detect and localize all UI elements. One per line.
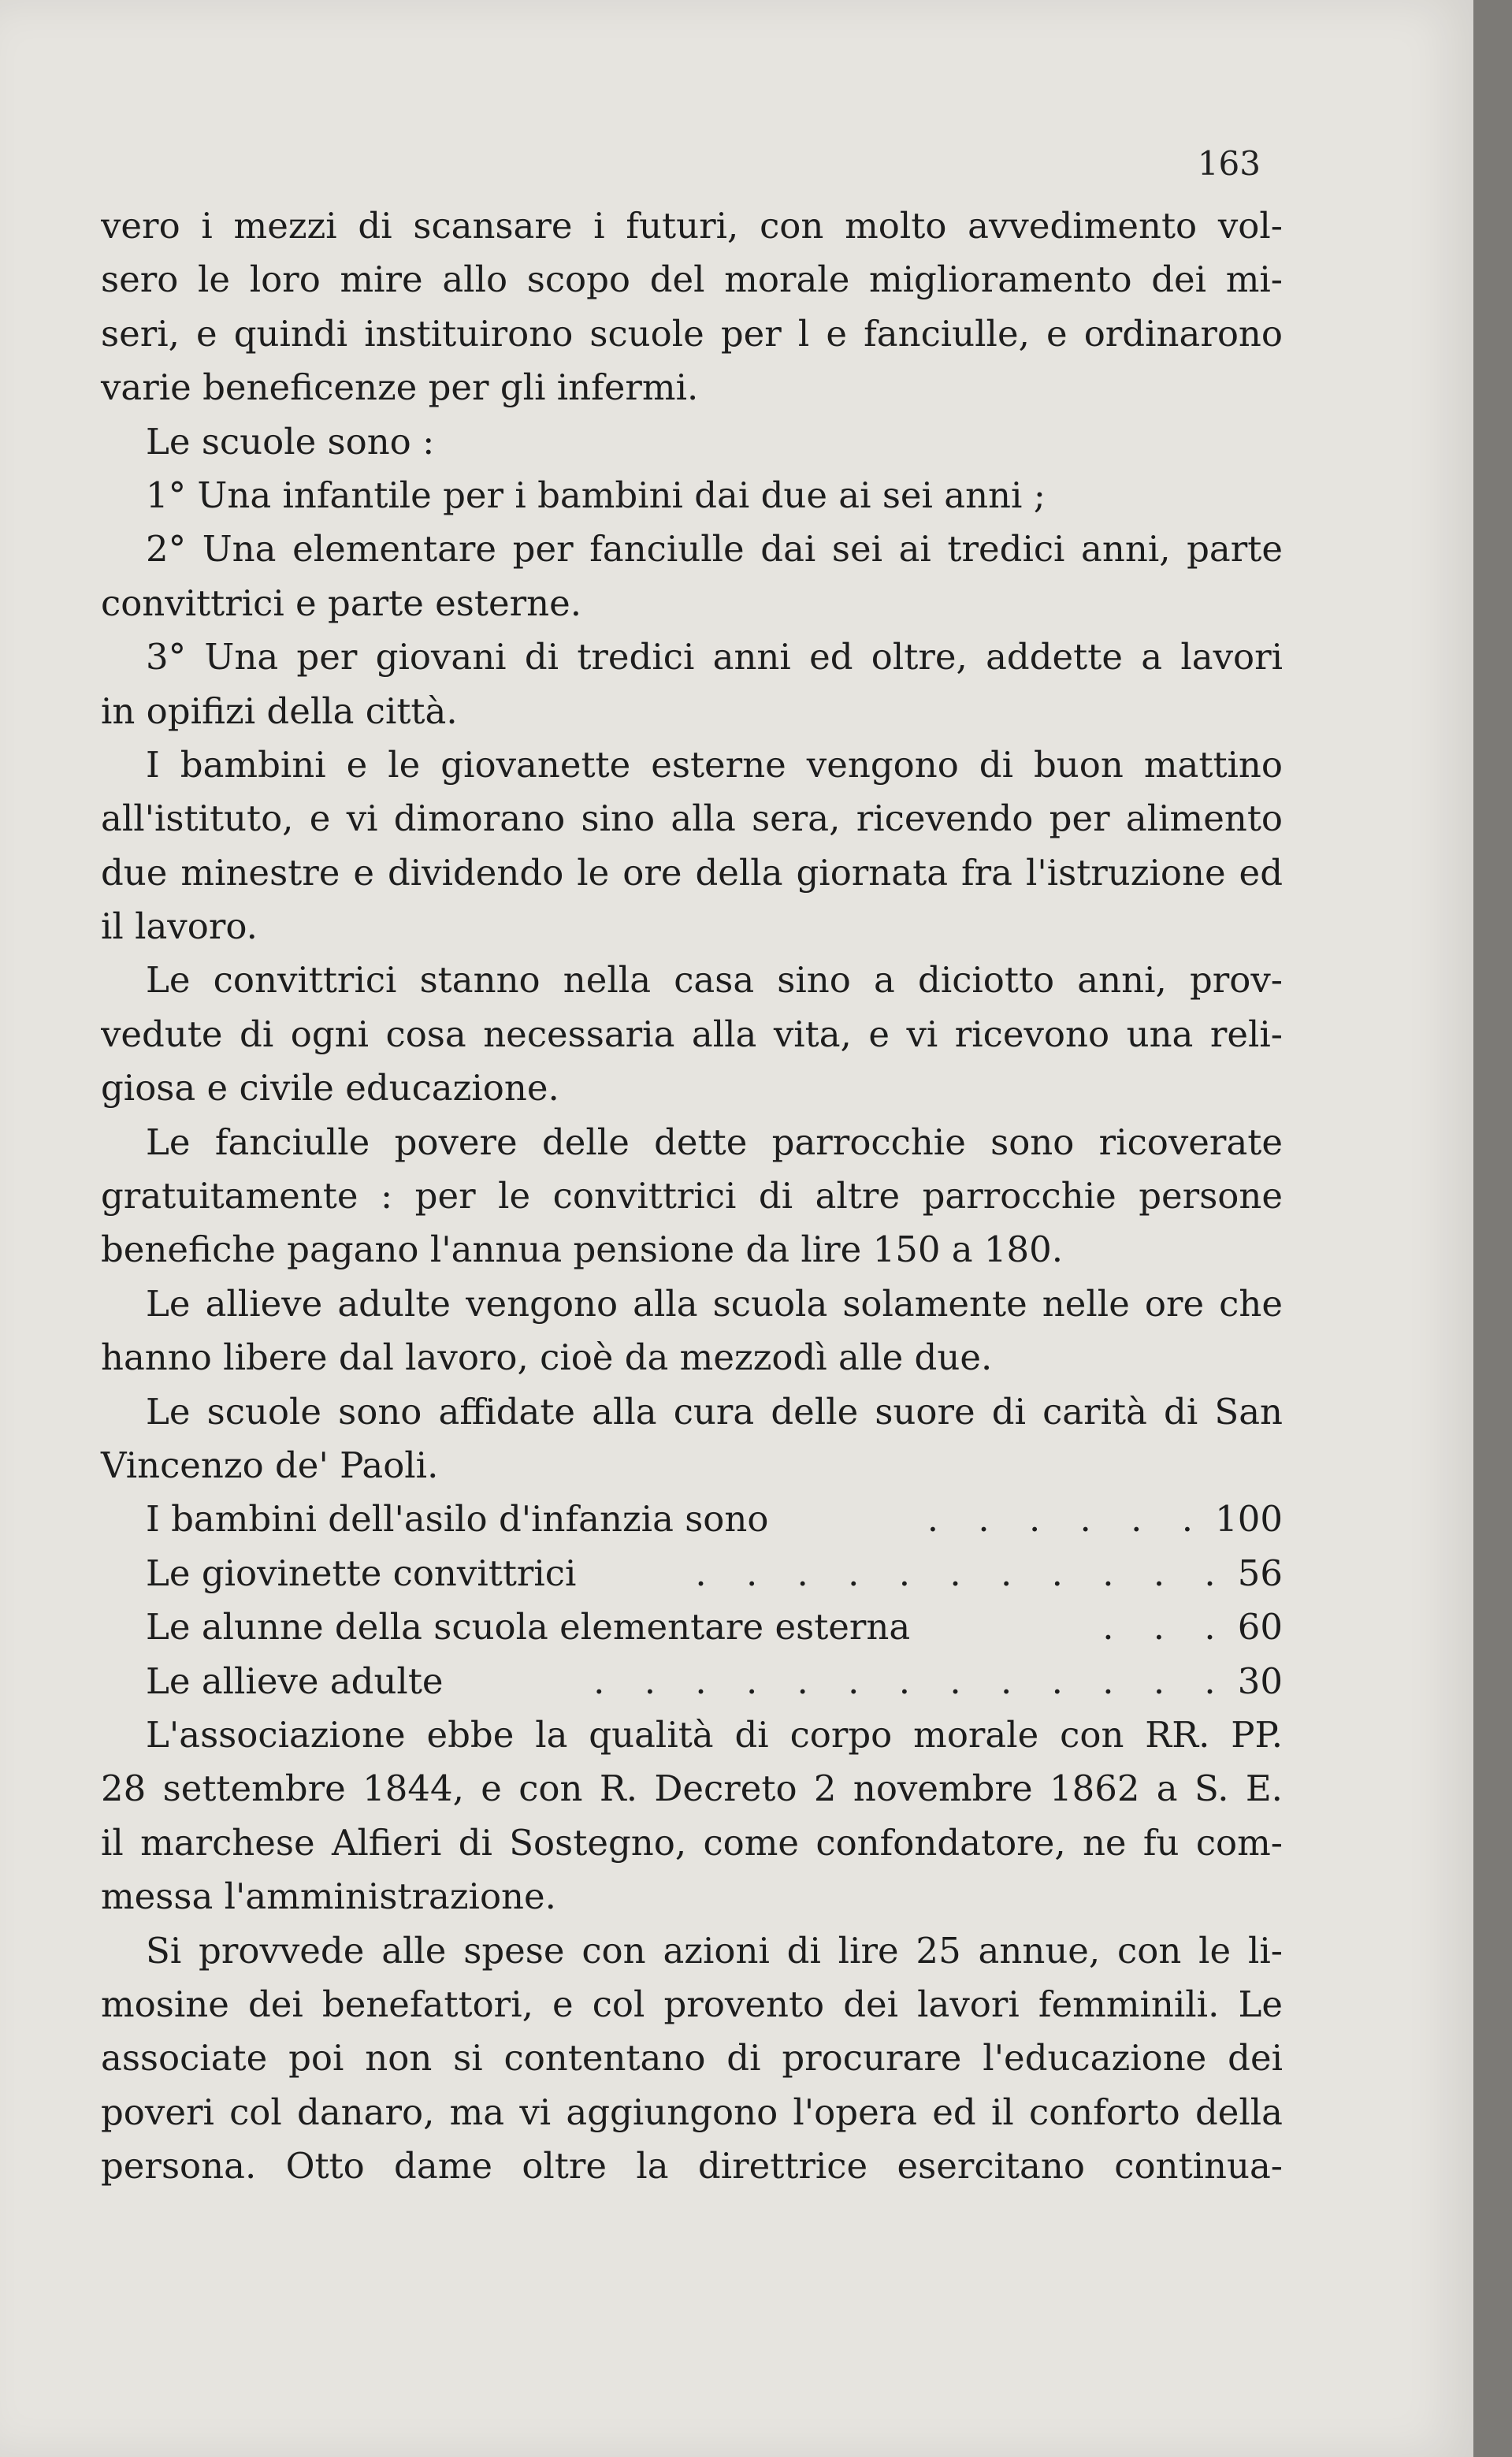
count-label: I bambini dell'asilo d'infanzia sono: [146, 1498, 769, 1541]
text-line: il lavoro.: [101, 905, 258, 948]
count-row: [101, 1547, 1283, 1600]
text-line: Le fanciulle povere delle dette parrocchie sono ricoverate: [146, 1121, 1283, 1163]
text-line: 1° Una infantile per i bambini dai due ai sei anni ;: [146, 474, 1046, 516]
count-label: Le alunne della scuola elementare esterna: [146, 1606, 911, 1649]
text-line: messa l'amministrazione.: [101, 1875, 556, 1918]
text-line: mosine dei benefattori, e col provento dei lavori femminili. Le: [101, 1983, 1283, 2025]
text-line: in opifizi della città.: [101, 690, 458, 732]
text-line: Le convittrici stanno nella casa sino a diciotto anni, prov-: [146, 959, 1283, 1002]
text-line: benefiche pagano l'annua pensione da lire 150 a 180.: [101, 1228, 1064, 1271]
page-number: 163: [1197, 144, 1261, 183]
count-value: 60: [1237, 1606, 1283, 1649]
dot-leader: . . .: [1102, 1606, 1230, 1649]
text-line: Vincenzo de' Paoli.: [101, 1444, 439, 1486]
text-line: sero le loro mire allo scopo del morale miglioramento dei mi-: [101, 258, 1283, 301]
count-row: [101, 1600, 1283, 1654]
text-line: il marchese Alfieri di Sostegno, come confondatore, ne fu com-: [101, 1821, 1283, 1864]
count-value: 100: [1215, 1498, 1283, 1541]
count-row: [101, 1655, 1283, 1708]
dot-leader: . . . . . . . . . . . . .: [593, 1660, 1230, 1702]
text-line: 2° Una elementare per fanciulle dai sei ai tredici anni, parte: [146, 528, 1283, 571]
text-line: due minestre e dividendo le ore della giornata fra l'istruzione ed: [101, 851, 1283, 894]
text-line: gratuitamente : per le convittrici di altre parrocchie persone: [101, 1175, 1283, 1217]
text-line: giosa e civile educazione.: [101, 1067, 559, 1110]
text-line: Le scuole sono affidate alla cura delle suore di carità di San: [146, 1390, 1283, 1433]
text-line: varie beneficenze per gli infermi.: [101, 366, 699, 409]
body-text: [101, 199, 1283, 2193]
text-line: vedute di ogni cosa necessaria alla vita, e vi ricevono una reli-: [101, 1013, 1283, 1055]
text-line: Le allieve adulte vengono alla scuola solamente nelle ore che: [146, 1282, 1283, 1325]
text-line: L'associazione ebbe la qualità di corpo morale con RR. PP.: [146, 1713, 1283, 1756]
text-line: 28 settembre 1844, e con R. Decreto 2 novembre 1862 a S. E.: [101, 1767, 1283, 1810]
text-line: all'istituto, e vi dimorano sino alla sera, ricevendo per alimento: [101, 797, 1283, 840]
text-line: vero i mezzi di scansare i futuri, con molto avvedimento vol-: [101, 205, 1283, 247]
text-line: I bambini e le giovanette esterne vengono di buon mattino: [146, 743, 1283, 786]
dot-leader: . . . . . .: [927, 1498, 1208, 1541]
text-line: 3° Una per giovani di tredici anni ed oltre, addette a lavori: [146, 636, 1283, 678]
dot-leader: . . . . . . . . . . .: [695, 1552, 1230, 1594]
page-edge-shadow: [1473, 0, 1512, 2457]
text-line: hanno libere dal lavoro, cioè da mezzodì alle due.: [101, 1336, 993, 1379]
text-line: Le scuole sono :: [146, 420, 435, 463]
text-line: seri, e quindi instituirono scuole per l e fanciulle, e ordinarono: [101, 312, 1283, 355]
text-line: associate poi non si contentano di procurare l'educazione dei: [101, 2037, 1283, 2080]
text-line: poveri col danaro, ma vi aggiungono l'opera ed il conforto della: [101, 2091, 1283, 2133]
count-value: 56: [1237, 1552, 1283, 1594]
count-label: Le allieve adulte: [146, 1660, 444, 1702]
count-row: [101, 1492, 1283, 1546]
count-label: Le giovinette convittrici: [146, 1552, 577, 1594]
text-line: Si provvede alle spese con azioni di lire 25 annue, con le li-: [146, 1929, 1283, 1972]
text-line: convittrici e parte esterne.: [101, 582, 582, 624]
text-line: persona. Otto dame oltre la direttrice esercitano continua-: [101, 2145, 1283, 2188]
count-value: 30: [1237, 1660, 1283, 1702]
